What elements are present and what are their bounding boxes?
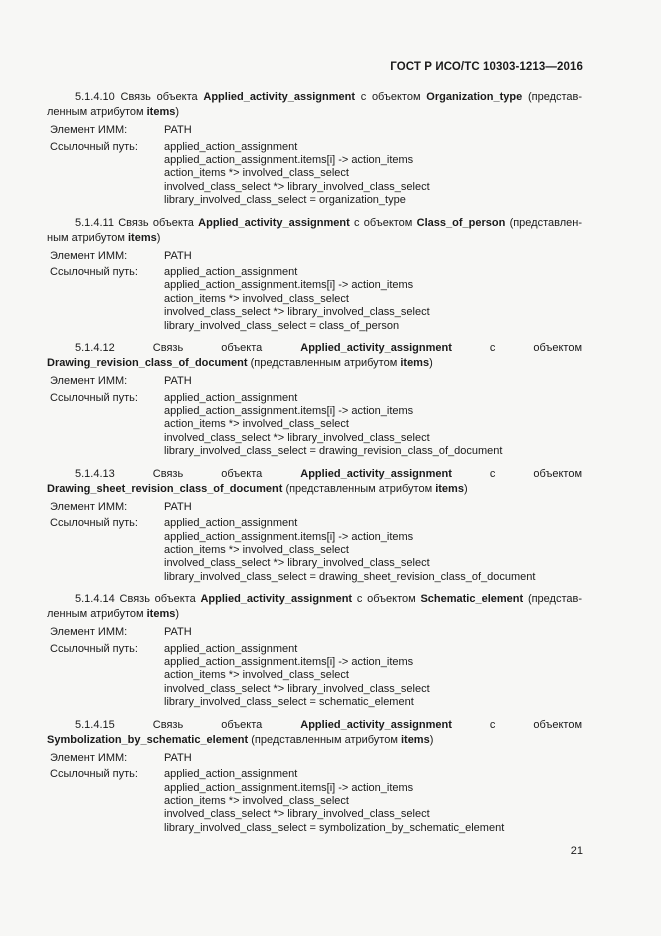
reference-path-list (164, 517, 582, 584)
reference-path-list (164, 392, 582, 459)
heading-text: (представ-ленным атрибутом (47, 593, 583, 621)
heading-text: (представ-ленным атрибутом (47, 91, 583, 118)
path-line: applied_action_assignment (164, 140, 298, 153)
path-line: applied_action_assignment.items[i] -> action_items (164, 279, 414, 292)
element-label: Элемент ИММ: (50, 249, 128, 262)
mapping-section (47, 592, 582, 718)
entity-name: Applied_activity_assignment (200, 593, 353, 606)
element-row (47, 501, 582, 515)
section-number: 5.1.4.11 (75, 216, 114, 229)
heading-text: ) (429, 733, 434, 746)
page-number: 21 (570, 845, 583, 857)
element-row (47, 124, 582, 138)
reference-path-label: Ссылочный путь: (50, 266, 138, 279)
heading-text: ) (156, 231, 161, 244)
mapping-section (47, 90, 582, 216)
attribute-name: items (146, 106, 176, 118)
heading-text: с объектом (356, 593, 416, 606)
section-heading (47, 90, 582, 120)
mapping-section (47, 341, 582, 467)
path-line: involved_class_select *> library_involved_class_select (164, 306, 430, 319)
element-row (47, 375, 582, 389)
path-line: involved_class_select *> library_involved_class_select (164, 557, 430, 570)
path-line: applied_action_assignment (164, 642, 298, 655)
element-row (47, 626, 582, 640)
section-heading (47, 718, 582, 748)
mapping-section (47, 216, 582, 342)
heading-text: (представленным атрибутом (250, 357, 398, 370)
element-value: PATH (164, 375, 192, 388)
document-code-header: ГОСТ Р ИСО/ТС 10303-1213—2016 (390, 61, 583, 73)
document-body (47, 90, 582, 843)
path-line: action_items *> involved_class_select (164, 543, 349, 556)
element-value: PATH (164, 751, 192, 764)
target-entity-name: Schematic_element (420, 593, 524, 606)
heading-text: ) (429, 357, 433, 370)
element-value: PATH (164, 500, 192, 513)
path-line: applied_action_assignment (164, 768, 298, 781)
path-line: applied_action_assignment.items[i] -> action_items (164, 656, 414, 669)
heading-text: ) (463, 482, 468, 495)
path-line: library_involved_class_select = organization_type (164, 194, 406, 207)
entity-name: Applied_activity_assignment (300, 718, 452, 731)
attribute-name: items (400, 357, 430, 370)
reference-path-list (164, 768, 582, 835)
target-entity-name: Drawing_sheet_revision_class_of_document (47, 482, 283, 495)
reference-path-row (47, 768, 582, 835)
path-line: applied_action_assignment.items[i] -> action_items (164, 530, 414, 543)
path-line: applied_action_assignment (164, 266, 298, 279)
reference-path-row (47, 643, 582, 710)
heading-text: с объектом (360, 91, 421, 103)
element-value: PATH (164, 124, 192, 136)
entity-name: Applied_activity_assignment (300, 467, 452, 480)
entity-name: Applied_activity_assignment (300, 342, 452, 355)
element-value: PATH (164, 626, 192, 639)
entity-name: Applied_activity_assignment (198, 216, 350, 229)
heading-text: ) (175, 608, 180, 621)
heading-text: Связь объекта (152, 718, 263, 731)
mapping-section (47, 718, 582, 844)
element-row (47, 752, 582, 766)
path-line: involved_class_select *> library_involved_class_select (164, 180, 430, 193)
target-entity-name: Drawing_revision_class_of_document (47, 357, 248, 370)
heading-text: Связь объекта (119, 593, 196, 606)
section-heading (47, 341, 582, 371)
path-line: applied_action_assignment.items[i] -> action_items (164, 153, 414, 166)
section-number: 5.1.4.10 (75, 91, 115, 103)
heading-text: с объектом (489, 467, 583, 480)
element-label: Элемент ИММ: (50, 500, 128, 513)
reference-path-label: Ссылочный путь: (50, 642, 138, 655)
section-number: 5.1.4.14 (75, 593, 115, 606)
reference-path-row (47, 141, 582, 208)
element-row (47, 250, 582, 264)
reference-path-list (164, 266, 582, 333)
section-number: 5.1.4.13 (75, 467, 115, 480)
heading-text: (представлен-ным атрибутом (47, 216, 582, 244)
path-line: involved_class_select *> library_involved_class_select (164, 431, 430, 444)
path-line: applied_action_assignment (164, 517, 298, 530)
mapping-section (47, 467, 582, 593)
heading-text: с объектом (489, 718, 583, 731)
heading-text: (представленным атрибутом (251, 733, 398, 746)
heading-text: Связь объекта (152, 342, 263, 355)
reference-path-row (47, 517, 582, 584)
element-value: PATH (164, 249, 192, 262)
section-number: 5.1.4.15 (75, 718, 115, 731)
element-label: Элемент ИММ: (50, 626, 128, 639)
reference-path-list (164, 643, 582, 710)
path-line: applied_action_assignment.items[i] -> action_items (164, 404, 414, 417)
element-label: Элемент ИММ: (50, 375, 128, 388)
path-line: action_items *> involved_class_select (164, 292, 349, 305)
path-line: library_involved_class_select = drawing_sheet_revision_class_of_document (164, 570, 536, 583)
path-line: action_items *> involved_class_select (164, 669, 349, 682)
path-line: action_items *> involved_class_select (164, 167, 349, 180)
heading-text: Связь объекта (152, 467, 263, 480)
target-entity-name: Class_of_person (416, 216, 506, 229)
heading-text: с объектом (489, 342, 583, 355)
heading-text: (представленным атрибутом (285, 482, 433, 495)
attribute-name: items (400, 733, 430, 746)
section-heading (47, 467, 582, 497)
target-entity-name: Symbolization_by_schematic_element (47, 733, 249, 746)
heading-text: с объектом (354, 216, 413, 229)
section-heading (47, 216, 582, 246)
heading-text: Связь объекта (118, 216, 194, 229)
section-number: 5.1.4.12 (75, 342, 115, 355)
path-line: library_involved_class_select = class_of_person (164, 319, 400, 332)
path-line: involved_class_select *> library_involved_class_select (164, 682, 430, 695)
heading-text: Связь объекта (120, 91, 198, 103)
attribute-name: items (435, 482, 464, 495)
entity-name: Applied_activity_assignment (203, 91, 355, 103)
path-line: action_items *> involved_class_select (164, 794, 349, 807)
reference-path-list (164, 141, 582, 208)
path-line: library_involved_class_select = drawing_revision_class_of_document (164, 445, 503, 458)
attribute-name: items (128, 231, 157, 244)
element-label: Элемент ИММ: (50, 751, 128, 764)
reference-path-label: Ссылочный путь: (50, 140, 138, 153)
reference-path-row (47, 266, 582, 333)
path-line: action_items *> involved_class_select (164, 418, 349, 431)
element-label: Элемент ИММ: (50, 124, 128, 136)
target-entity-name: Organization_type (426, 91, 523, 103)
reference-path-row (47, 392, 582, 459)
path-line: library_involved_class_select = schematic_element (164, 696, 414, 709)
reference-path-label: Ссылочный путь: (50, 517, 138, 530)
section-heading (47, 592, 582, 622)
path-line: involved_class_select *> library_involved_class_select (164, 808, 430, 821)
reference-path-label: Ссылочный путь: (50, 391, 138, 404)
path-line: library_involved_class_select = symbolization_by_schematic_element (164, 821, 505, 834)
path-line: applied_action_assignment (164, 391, 298, 404)
heading-text: ) (175, 106, 180, 118)
reference-path-label: Ссылочный путь: (50, 768, 138, 781)
attribute-name: items (146, 608, 176, 621)
path-line: applied_action_assignment.items[i] -> action_items (164, 781, 414, 794)
